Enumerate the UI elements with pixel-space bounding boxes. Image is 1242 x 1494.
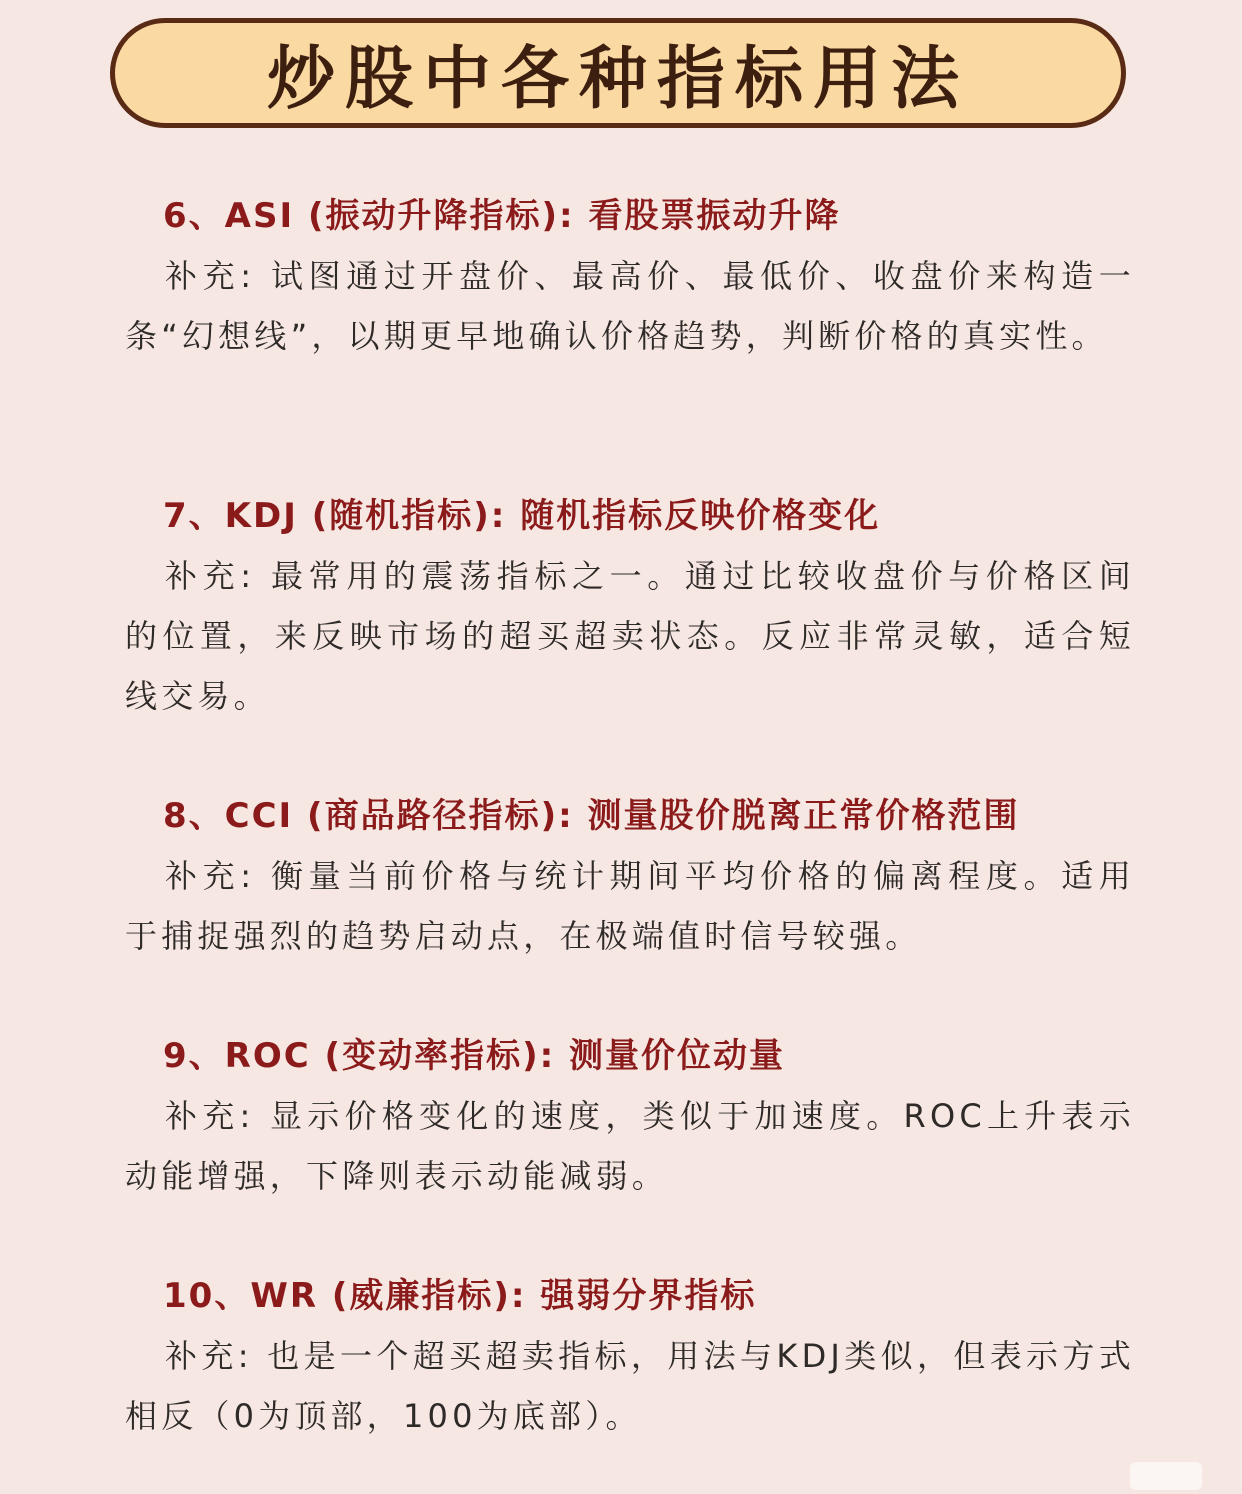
section-body: 补充: 衡量当前价格与统计期间平均价格的偏离程度。适用于捕捉强烈的趋势启动点，在极端值时信号较强。 bbox=[125, 857, 1135, 955]
section-heading: 6、ASI (振动升降指标): 看股票振动升降 bbox=[163, 196, 841, 236]
section-body: 补充: 也是一个超买超卖指标，用法与KDJ类似，但表示方式相反（0为顶部，100为底部）。 bbox=[125, 1337, 1135, 1435]
section-heading: 10、WR (威廉指标): 强弱分界指标 bbox=[163, 1276, 757, 1316]
section-body: 补充: 最常用的震荡指标之一。通过比较收盘价与价格区间的位置，来反映市场的超买超卖状态。反应非常灵敏，适合短线交易。 bbox=[125, 557, 1135, 715]
section-body: 补充: 试图通过开盘价、最高价、最低价、收盘价来构造一条“幻想线”，以期更早地确认价格趋势，判断价格的真实性。 bbox=[125, 257, 1135, 355]
indicator-section-cci bbox=[125, 788, 1135, 966]
page-title: 炒股中各种指标用法 bbox=[266, 39, 969, 119]
watermark-badge bbox=[1130, 1462, 1202, 1490]
indicator-section-wr bbox=[125, 1268, 1135, 1446]
indicator-section-roc bbox=[125, 1028, 1135, 1206]
indicator-section-kdj bbox=[125, 488, 1135, 726]
title-banner bbox=[110, 18, 1126, 128]
section-heading: 9、ROC (变动率指标): 测量价位动量 bbox=[163, 1036, 786, 1076]
indicator-section-asi bbox=[125, 188, 1135, 366]
section-body: 补充: 显示价格变化的速度，类似于加速度。ROC上升表示动能增强，下降则表示动能减弱。 bbox=[125, 1097, 1135, 1195]
section-heading: 7、KDJ (随机指标): 随机指标反映价格变化 bbox=[163, 496, 881, 536]
section-heading: 8、CCI (商品路径指标): 测量股价脱离正常价格范围 bbox=[163, 796, 1020, 836]
